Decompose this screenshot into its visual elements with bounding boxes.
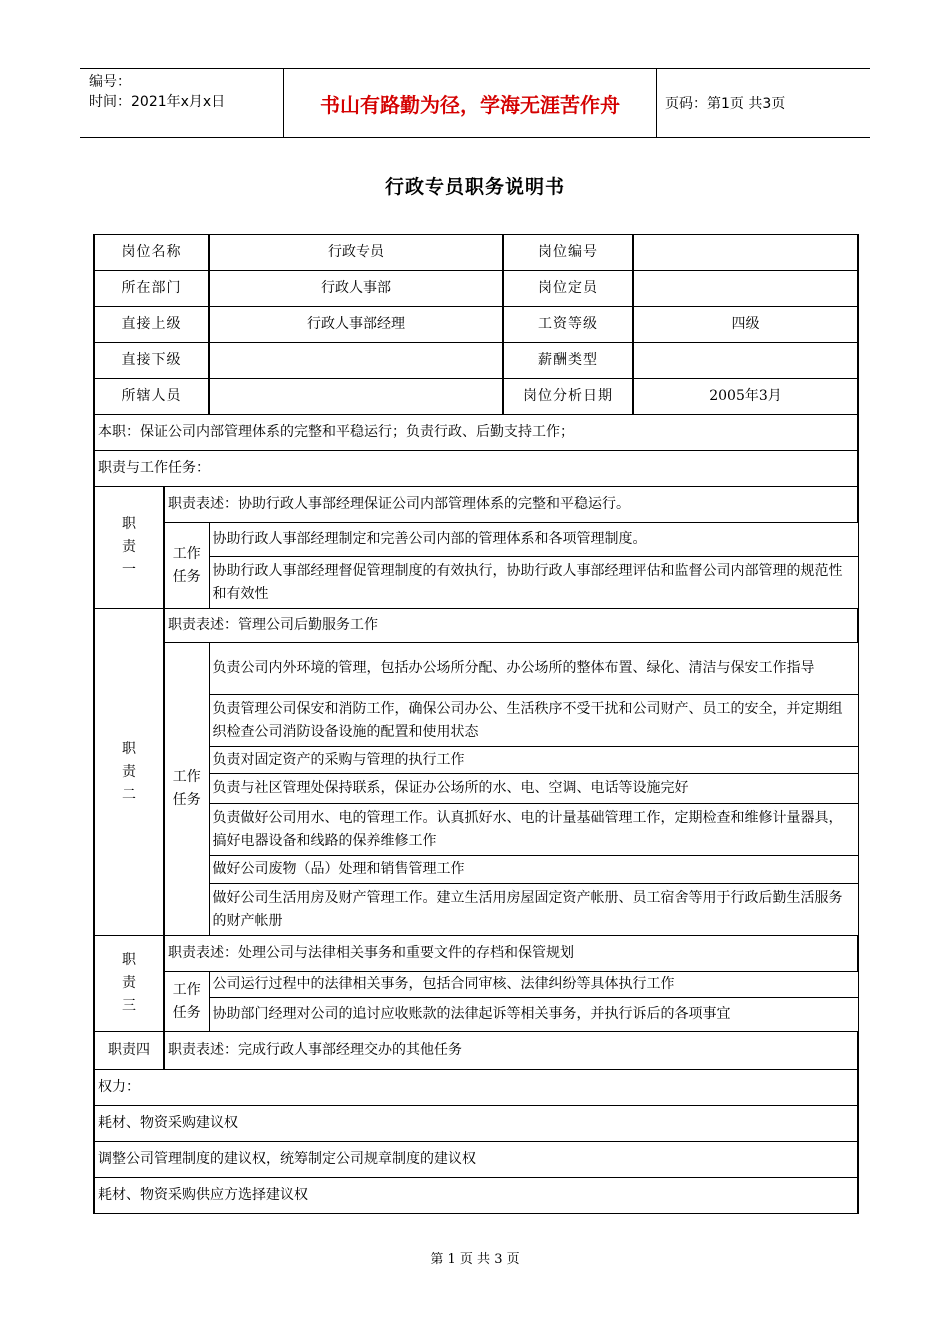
header-meta: [89, 72, 279, 112]
power-item: 耗材、物资采购建议权: [94, 1106, 858, 1142]
duty2-task: 做好公司废物（品）处理和销售管理工作: [209, 856, 858, 884]
duty2-task: 负责对固定资产的采购与管理的执行工作: [209, 747, 858, 774]
duty2-task: 负责公司内外环境的管理，包括办公场所分配、办公场所的整体布置、绿化、清洁与保安工作指导: [209, 643, 858, 695]
headcount-label: 岗位定员: [503, 271, 633, 307]
info-row: [94, 271, 858, 307]
info-row: [94, 343, 858, 379]
duty2-task: 做好公司生活用房及财产管理工作。建立生活用房屋固定资产帐册、员工宿舍等用于行政后勤生活服务的财产帐册: [209, 884, 858, 936]
task-row: [94, 804, 858, 856]
duty1-task: 协助行政人事部经理督促管理制度的有效执行，协助行政人事部经理评估和监督公司内部管理的规范性和有效性: [209, 557, 858, 609]
power-item: 耗材、物资采购供应方选择建议权: [94, 1178, 858, 1214]
duty3-label: 职 责 三: [94, 936, 164, 1032]
info-row: [94, 307, 858, 343]
analysis-date-label: 岗位分析日期: [503, 379, 633, 415]
position-name-label: 岗位名称: [94, 235, 209, 271]
task-row: [94, 747, 858, 774]
duty2-task: 负责与社区管理处保持联系，保证办公场所的水、电、空调、电话等设施完好: [209, 774, 858, 804]
analysis-date: 2005年3月: [633, 379, 858, 415]
duty1-task: 协助行政人事部经理制定和完善公司内部的管理体系和各项管理制度。: [209, 523, 858, 557]
task-row: [94, 643, 858, 695]
duties-heading: 职责与工作任务：: [94, 451, 858, 487]
department-label: 所在部门: [94, 271, 209, 307]
subordinate: [209, 343, 503, 379]
pay-type: [633, 343, 858, 379]
salary-grade-label: 工资等级: [503, 307, 633, 343]
duty3-statement: 职责表述：处理公司与法律相关事务和重要文件的存档和保管规划: [164, 936, 858, 972]
headcount: [633, 271, 858, 307]
staff-label: 所辖人员: [94, 379, 209, 415]
duty2-statement: 职责表述：管理公司后勤服务工作: [164, 609, 858, 643]
task-row: [94, 523, 858, 557]
pay-type-label: 薪酬类型: [503, 343, 633, 379]
powers-heading: 权力：: [94, 1070, 858, 1106]
motto: 书山有路勤为径，学海无涯苦作舟: [283, 69, 657, 137]
duty3-task-label: 工作 任务: [164, 972, 209, 1032]
task-row: [94, 884, 858, 936]
subordinate-label: 直接下级: [94, 343, 209, 379]
document-title: 行政专员职务说明书: [384, 176, 565, 198]
task-row: [94, 557, 858, 609]
duty2-task: 负责管理公司保安和消防工作，确保公司办公、生活秩序不受干扰和公司财产、员工的安全，并定期组织检查公司消防设备设施的配置和使用状态: [209, 695, 858, 747]
power-row: [94, 1178, 858, 1214]
power-row: [94, 1106, 858, 1142]
duties-heading-row: [94, 451, 858, 487]
duty3-task: 协助部门经理对公司的追讨应收账款的法律起诉等相关事务，并执行诉后的各项事宜: [209, 998, 858, 1032]
duty2-task-label: 工作 任务: [164, 643, 209, 936]
duty2-task: 负责做好公司用水、电的管理工作。认真抓好水、电的计量基础管理工作，定期检查和维修计量器具，搞好电器设备和线路的保养维修工作: [209, 804, 858, 856]
task-row: [94, 774, 858, 804]
duty4-statement: 职责表述：完成行政人事部经理交办的其他任务: [164, 1032, 858, 1070]
power-item: 调整公司管理制度的建议权，统筹制定公司规章制度的建议权: [94, 1142, 858, 1178]
department: 行政人事部: [209, 271, 503, 307]
job-description-table: [93, 234, 859, 1214]
duty3-statement-row: [94, 936, 858, 972]
task-row: [94, 856, 858, 884]
duty2-statement-row: [94, 609, 858, 643]
position-no-label: 岗位编号: [503, 235, 633, 271]
task-row: [94, 998, 858, 1032]
salary-grade: 四级: [633, 307, 858, 343]
superior: 行政人事部经理: [209, 307, 503, 343]
duty-summary-row: [94, 415, 858, 451]
duty1-statement: 职责表述：协助行政人事部经理保证公司内部管理体系的完整和平稳运行。: [164, 487, 858, 523]
page-header: [80, 68, 870, 138]
duty2-label: 职 责 二: [94, 609, 164, 936]
page-footer: 第 1 页 共 3 页: [430, 1252, 520, 1267]
duty3-task: 公司运行过程中的法律相关事务，包括合同审核、法律纠纷等具体执行工作: [209, 972, 858, 998]
task-row: [94, 695, 858, 747]
info-row: [94, 235, 858, 271]
power-row: [94, 1142, 858, 1178]
info-row: [94, 379, 858, 415]
duty4-label: 职责四: [94, 1032, 164, 1070]
duty4-row: [94, 1032, 858, 1070]
page-info: 页码：第1页 共3页: [665, 96, 786, 112]
staff: [209, 379, 503, 415]
duty1-task-label: 工作 任务: [164, 523, 209, 609]
position-no: [633, 235, 858, 271]
powers-heading-row: [94, 1070, 858, 1106]
duty1-label: 职 责 一: [94, 487, 164, 609]
task-row: [94, 972, 858, 998]
number-label: 编号：: [89, 74, 131, 90]
duty1-statement-row: [94, 487, 858, 523]
superior-label: 直接上级: [94, 307, 209, 343]
date-line: 时间：2021年x月x日: [89, 94, 226, 110]
position-name: 行政专员: [209, 235, 503, 271]
duty-summary: 本职：保证公司内部管理体系的完整和平稳运行；负责行政、后勤支持工作；: [94, 415, 858, 451]
